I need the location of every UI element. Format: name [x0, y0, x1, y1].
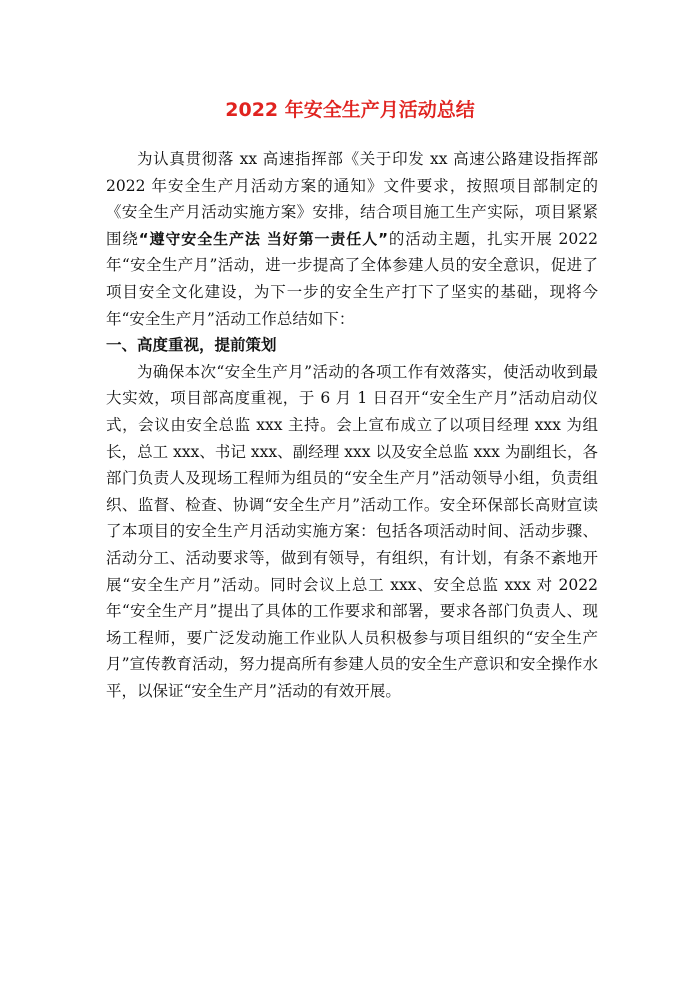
section-heading: 一、高度重视，提前策划: [106, 336, 277, 355]
section-paragraph: 为确保本次“安全生产月”活动的各项工作有效落实，使活动收到最大实效，项目部高度重视，于 6 月 1 日召开“安全生产月”活动启动仪式，会议由安全总监 xxx 主持。会上宣布成立了以项目经理 xxx 为组长，总工 xxx、书记 xxx、副经理 xxx 以及安全总监 xxx 为副组长，各部门负责人及现场工程师为组员的“安全生产月”活动领导小组，负责组织、监督、检查、协调“安全生产月”活动工作。安全环保部长高财宣读了本项目的安全生产月活动实施方案：包括各项活动时间、活动步骤、活动分工、活动要求等，做到有领导，有组织，有计划，有条不紊地开展“安全生产月”活动。同时会议上总工 xxx、安全总监 xxx 对 2022 年“安全生产月”提出了具体的工作要求和部署，要求各部门负责人、现场工程师，要广泛发动施工作业队人员积极参与项目组织的“安全生产月”宣传教育活动，努力提高所有参建人员的安全生产意识和安全操作水平，以保证“安全生产月”活动的有效开展。: [106, 362, 598, 700]
document-title: 2022 年安全生产月活动总结: [225, 99, 475, 121]
intro-text-before: 为认真贯彻落 xx 高速指挥部《关于印发 xx 高速公路建设指挥部 2022 年安全生产月活动方案的通知》文件要求，按照项目部制定的《安全生产月活动实施方案》安排，结合项目施工生产实际，项目紧紧围绕: [106, 150, 598, 248]
activity-theme: “遵守安全生产法 当好第一责任人”: [138, 229, 388, 248]
document-body: [106, 146, 598, 704]
intro-paragraph: [106, 146, 598, 332]
intro-text-after: 的活动主题，扎实开展 2022 年“安全生产月”活动，进一步提高了全体参建人员的安全意识，促进了项目安全文化建设，为下一步的安全生产打下了坚实的基础，现将今年“安全生产月”活动工作总结如下：: [106, 229, 598, 328]
